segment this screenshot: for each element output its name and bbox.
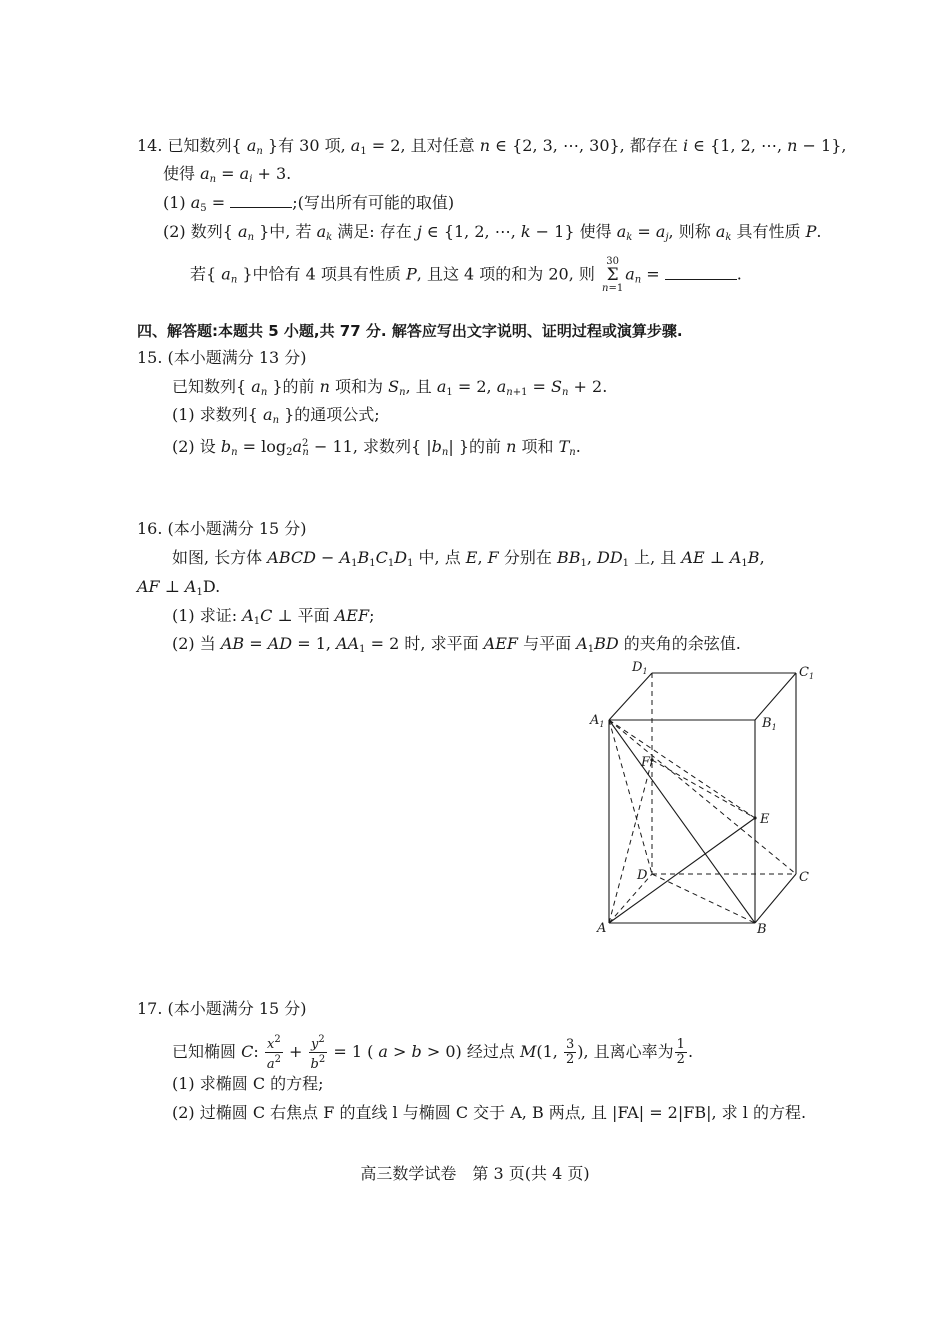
label-a1: $A_1$ bbox=[590, 713, 605, 729]
q14-part1: (1) $a_5$ = ;(写出所有可能的取值) bbox=[163, 193, 455, 214]
edge-b1c1 bbox=[755, 673, 796, 720]
q17-part2: (2) 过椭圆 C 右焦点 F 的直线 l 与椭圆 C 交于 A, B 两点, 且 |FA| = 2|FB|, 求 l 的方程. bbox=[172, 1103, 807, 1122]
q15-part2: (2) 设 $b_n = \log_2a^2_n - 11$, 求数列{ $|b_n|$ }的前 n 项和 $T_n$. bbox=[172, 437, 581, 458]
segment-a1d-hidden bbox=[609, 720, 652, 874]
label-f: F bbox=[641, 755, 651, 770]
edge-bc bbox=[755, 874, 796, 923]
q15-part1: (1) 求数列{ $a_n$ }的通项公式; bbox=[172, 405, 380, 426]
q15-heading: 15. (本小题满分 13 分) bbox=[137, 348, 307, 367]
segment-a1e-hidden bbox=[609, 720, 755, 818]
segment-af-hidden bbox=[609, 760, 652, 923]
q17-stem: 已知椭圆 C: $\frac{x^2}{a^2}$ + $\frac{y^2}{b^2}$ = 1 ( a > b > 0) 经过点 M(1, $\frac{3}{2}$ ), 且离心率为 $\frac{1}{2}$ . bbox=[172, 1034, 694, 1072]
q16-stem2: AF ⊥ $A_1D$. bbox=[137, 577, 221, 598]
q17-heading: 17. (本小题满分 15 分) bbox=[137, 999, 307, 1018]
edge-a1d1 bbox=[609, 673, 652, 720]
answer-blank-a5 bbox=[230, 193, 292, 208]
q14-line1: 14. 已知数列{ $a_n$ }有 30 项, $a_1 = 2$, 且对任意 n ∈ {2, 3, ⋯, 30}, 都存在 i ∈ {1, 2, ⋯, n − 1}, bbox=[137, 136, 847, 157]
q16-part2: (2) 当 AB = AD = 1, $AA_1 = 2$ 时, 求平面 AEF 与平面 $A_1BD$ 的夹角的余弦值. bbox=[172, 634, 741, 655]
segment-ae bbox=[609, 818, 755, 923]
q14-part2: (2) 数列{ $a_n$ }中, 若 $a_k$ 满足: 存在 j ∈ {1, 2, ⋯, k − 1} 使得 $a_k = a_j$, 则称 $a_k$ 具有性质 P. bbox=[163, 222, 822, 243]
answer-blank-sum bbox=[665, 265, 737, 280]
q16-stem1: 如图, 长方体 ABCD − $A_1B_1C_1D_1$ 中, 点 E, F 分别在 $BB_1$, $DD_1$ 上, 且 AE ⊥ $A_1B$, bbox=[172, 548, 765, 569]
segment-a1b bbox=[609, 720, 755, 923]
label-a: A bbox=[597, 921, 607, 936]
q14-line2: 使得 $a_n = a_i + 3$. bbox=[163, 164, 292, 185]
label-e: E bbox=[760, 812, 770, 827]
cuboid-figure bbox=[585, 655, 820, 945]
label-b1: $B_1$ bbox=[762, 716, 777, 732]
section-4-heading: 四、解答题:本题共 5 小题,共 77 分. 解答应写出文字说明、证明过程或演算步骤. bbox=[137, 322, 683, 340]
label-c1: $C_1$ bbox=[799, 665, 815, 681]
label-b: B bbox=[757, 922, 767, 937]
q16-part1: (1) 求证: $A_1C$ ⊥ 平面 AEF; bbox=[172, 606, 375, 627]
page-footer: 高三数学试卷 第 3 页(共 4 页) bbox=[360, 1164, 590, 1183]
q15-stem: 已知数列{ $a_n$ }的前 n 项和为 $S_n$, 且 $a_1 = 2$, $a_{n+1} = S_n + 2$. bbox=[172, 377, 608, 398]
q16-heading: 16. (本小题满分 15 分) bbox=[137, 519, 307, 538]
q14-part2b: 若{ $a_n$ }中恰有 4 项具有性质 P, 且这 4 项的和为 20, 则 30 Σ $n=1a_n$ = . bbox=[190, 256, 742, 294]
label-c: C bbox=[799, 870, 809, 885]
label-d: D bbox=[637, 868, 648, 883]
label-d1: $D_1$ bbox=[632, 660, 648, 676]
q17-part1: (1) 求椭圆 C 的方程; bbox=[172, 1074, 324, 1093]
